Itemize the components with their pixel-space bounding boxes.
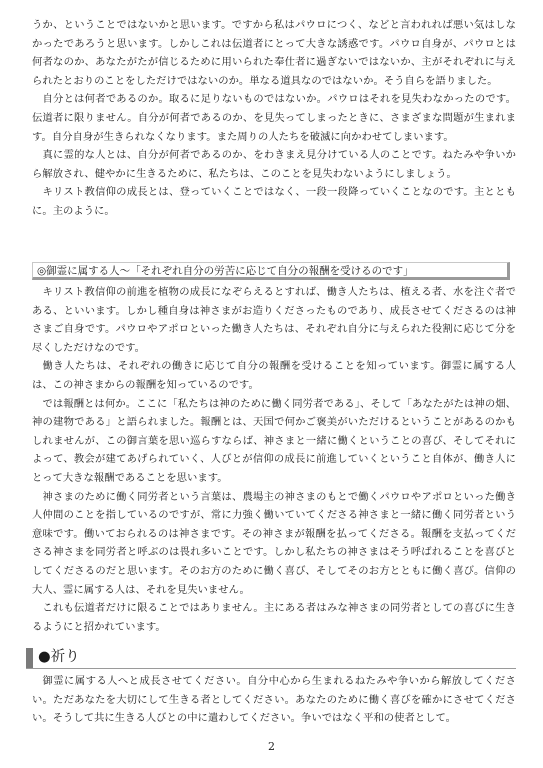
section-title: ◎御霊に属する人～「それぞれ自分の労苦に応じて自分の報酬を受けるのです」 <box>37 265 414 277</box>
body-paragraph: キリスト教信仰の前進を植物の成長になぞらえるとすれば、働き人たちは、植える者、水を注ぐ者である、といいます。しかし種自身は神さまがお造りくださったものであり、成長させてくださるのは神さまご自身です。パウロやアポロといった働き人たちは、それぞれ自分に与えられた役割に応じて分を尽くしただけなのです。 <box>32 286 516 354</box>
section-title-box <box>32 262 510 280</box>
body-paragraph: では報酬とは何か。ここに「私たちは神のために働く同労者である」、そして「あなたがたは神の畑、神の建物である」と語られました。報酬とは、天国で何かご褒美がいただけるということがあるのかもしれませんが、この御言葉を思い巡らすならば、神さまと一緒に働くということの喜び、そしてそれによって、教会が建てあげられていく、人びとが信仰の成長に前進していくということ自体が、働き人にとって大きな報酬であることを思います。 <box>32 397 516 484</box>
body-paragraph: キリスト教信仰の成長とは、登っていくことではなく、一段一段降っていくことなのです。主とともに。主のように。 <box>32 186 516 217</box>
prayer-heading <box>26 646 516 669</box>
body-paragraph: 働き人たちは、それぞれの働きに応じて自分の報酬を受けることを知っています。御霊に属する人は、この神さまからの報酬を知っているのです。 <box>32 360 516 391</box>
body-paragraph: うか、ということではないかと思います。ですから私はパウロにつく、などと言われれば悪い気はしなかったであろうと思います。しかしこれは伝道者にとって大きな誘惑です。パウロ自身が、パウロとは何者なのか、あなたがたが信じるために用いられた奉仕者に過ぎないではないか、主がそれぞれに与えられたとおりのことをしただけではないのか。単なる道具なのではないか。そう自らを語りました。 <box>32 19 516 87</box>
prayer-heading-text: ●祈り <box>38 649 80 665</box>
page-number: 2 <box>268 740 275 753</box>
intro-block <box>32 16 516 221</box>
body-paragraph: 自分とは何者であるのか。取るに足りないものではないか。パウロはそれを見失わなかったのです。伝道者に限りません。自分が何者であるのか、を見失ってしまったときに、さまざまな問題が生まれます。自分自身が生きられなくなります。また周りの人たちを破滅に向かわせてしまいます。 <box>32 93 516 143</box>
prayer-block <box>32 672 516 728</box>
prayer-paragraph: 御霊に属する人へと成長させてください。自分中心から生まれるねたみや争いから解放してください。ただあなたを大切にして生きる者としてください。あなたのために働く喜びを確かにさせてください。そうして共に生きる人びとの中に遣わしてください。争いではなく平和の使者として。 <box>32 675 516 725</box>
body-paragraph: これも伝道者だけに限ることではありません。主にある者はみな神さまの同労者としての喜びに生きるようにと招かれています。 <box>32 602 516 633</box>
heading-bar-marker <box>26 648 33 668</box>
body-paragraph: 神さまのために働く同労者という言葉は、農場主の神さまのもとで働くパウロやアポロといった働き人仲間のことを指しているのですが、常に力強く働いていてくださる神さまと一緒に働く同労者という意味です。働いておられるのは神さまです。その神さまが報酬を払ってくださる。報酬を支払ってくださる神さまを同労者と呼ぶのは畏れ多いことです。しかし私たちの神さまはそう呼ばれることを喜びとしてくださるのだと思います。そのお方のために働く喜び、そしてそのお方とともに働く喜び。信仰の大人、霊に属する人は、それを見失いません。 <box>32 490 516 596</box>
section-block <box>32 283 516 636</box>
body-paragraph: 真に霊的な人とは、自分が何者であるのか、をわきまえ見分けている人のことです。ねたみや争いから解放され、健やかに生きるために、私たちは、このことを見失わないようにしましょう。 <box>32 149 516 180</box>
